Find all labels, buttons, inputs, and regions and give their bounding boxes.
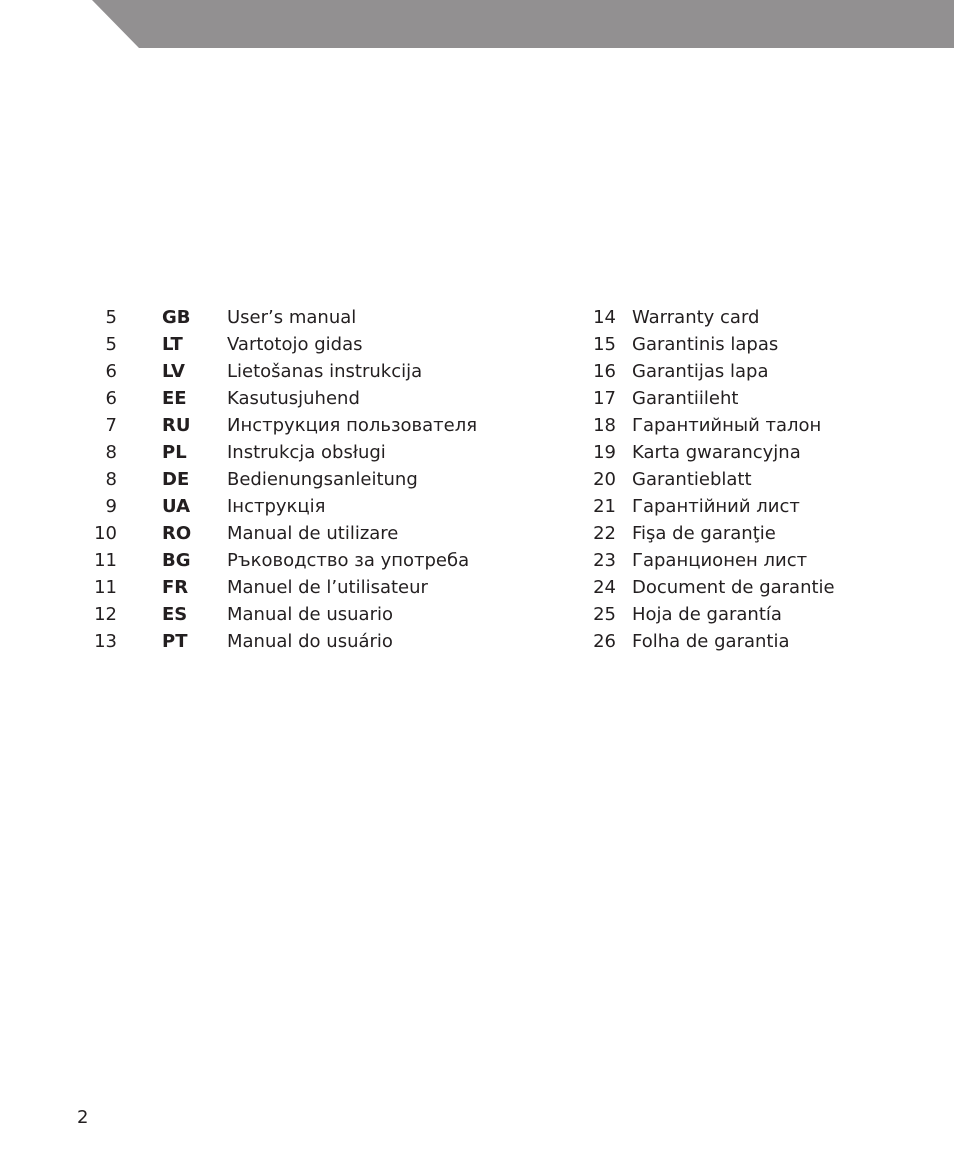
toc-title: Garantieblatt [632,469,752,490]
toc-row-manual[interactable] [0,331,520,358]
language-code: PL [162,442,187,463]
toc-title: Document de garantie [632,577,835,598]
toc-row-manual[interactable] [0,439,520,466]
toc-page-number: 5 [105,334,117,355]
toc-page-number: 8 [105,442,117,463]
toc-page-number: 18 [593,415,616,436]
toc-title: User’s manual [227,307,357,328]
toc-title: Ръководство за употреба [227,550,470,571]
toc-title: Гаранционен лист [632,550,808,571]
toc-page-number: 13 [94,631,117,652]
language-code: PT [162,631,188,652]
language-code: RU [162,415,191,436]
language-code: FR [162,577,189,598]
toc-title: Інструкція [227,496,326,517]
toc-title: Manual de usuario [227,604,393,625]
toc-row-manual[interactable] [0,385,520,412]
toc-page-number: 5 [105,307,117,328]
toc-row-manual[interactable] [0,466,520,493]
toc-page-number: 25 [593,604,616,625]
toc-page-number: 17 [593,388,616,409]
toc-page-number: 11 [94,550,117,571]
toc-row-manual[interactable] [0,520,520,547]
toc-row-manual[interactable] [0,628,520,655]
toc-title: Manuel de l’utilisateur [227,577,428,598]
language-code: LV [162,361,185,382]
warranty-column [520,304,954,655]
toc-title: Garantiileht [632,388,739,409]
toc-row-warranty[interactable] [520,358,954,385]
toc-row-manual[interactable] [0,412,520,439]
toc-row-warranty[interactable] [520,520,954,547]
toc-title: Instrukcja obsługi [227,442,386,463]
toc-row-warranty[interactable] [520,385,954,412]
toc-row-warranty[interactable] [520,547,954,574]
language-code: GB [162,307,191,328]
toc-page-number: 10 [94,523,117,544]
toc-row-manual[interactable] [0,304,520,331]
toc-title: Garantijas lapa [632,361,769,382]
toc-title: Warranty card [632,307,760,328]
language-code: ES [162,604,188,625]
language-code: RO [162,523,192,544]
toc-title: Гарантійний лист [632,496,800,517]
toc-page-number: 21 [593,496,616,517]
toc-page-number: 19 [593,442,616,463]
manuals-column [0,304,520,655]
toc-row-warranty[interactable] [520,601,954,628]
toc-page-number: 6 [105,388,117,409]
toc-page-number: 15 [593,334,616,355]
header-band [0,0,954,48]
toc-page-number: 20 [593,469,616,490]
toc-row-warranty[interactable] [520,412,954,439]
toc-page-number: 9 [105,496,117,517]
toc-page-number: 23 [593,550,616,571]
toc-page-number: 16 [593,361,616,382]
language-code: LT [162,334,183,355]
toc-page-number: 7 [105,415,117,436]
toc-page-number: 24 [593,577,616,598]
toc-row-manual[interactable] [0,493,520,520]
toc-page-number: 8 [105,469,117,490]
toc-page-number: 26 [593,631,616,652]
toc-page-number: 6 [105,361,117,382]
toc-title: Fişa de garanţie [632,523,776,544]
toc-title: Vartotojo gidas [227,334,363,355]
language-code: BG [162,550,191,571]
toc-title: Karta gwarancyjna [632,442,801,463]
language-code: EE [162,388,187,409]
toc-title: Manual de utilizare [227,523,399,544]
toc-row-warranty[interactable] [520,439,954,466]
page-number: 2 [77,1107,89,1128]
toc-title: Manual do usuário [227,631,393,652]
toc-row-manual[interactable] [0,547,520,574]
toc-row-manual[interactable] [0,574,520,601]
toc-row-warranty[interactable] [520,628,954,655]
toc-title: Folha de garantia [632,631,790,652]
toc-row-manual[interactable] [0,601,520,628]
language-code: UA [162,496,190,517]
toc-row-warranty[interactable] [520,493,954,520]
toc-title: Гарантийный талон [632,415,822,436]
toc-title: Garantinis lapas [632,334,779,355]
language-code: DE [162,469,190,490]
toc-title: Hoja de garantía [632,604,782,625]
toc-page-number: 12 [94,604,117,625]
toc-row-manual[interactable] [0,358,520,385]
toc-row-warranty[interactable] [520,574,954,601]
toc-page-number: 14 [593,307,616,328]
toc-row-warranty[interactable] [520,466,954,493]
toc-title: Lietošanas instrukcija [227,361,423,382]
toc-page-number: 22 [593,523,616,544]
toc-title: Bedienungsanleitung [227,469,418,490]
toc-row-warranty[interactable] [520,304,954,331]
toc-title: Kasutusjuhend [227,388,360,409]
toc-page-number: 11 [94,577,117,598]
toc-row-warranty[interactable] [520,331,954,358]
toc-title: Инструкция пользователя [227,415,478,436]
